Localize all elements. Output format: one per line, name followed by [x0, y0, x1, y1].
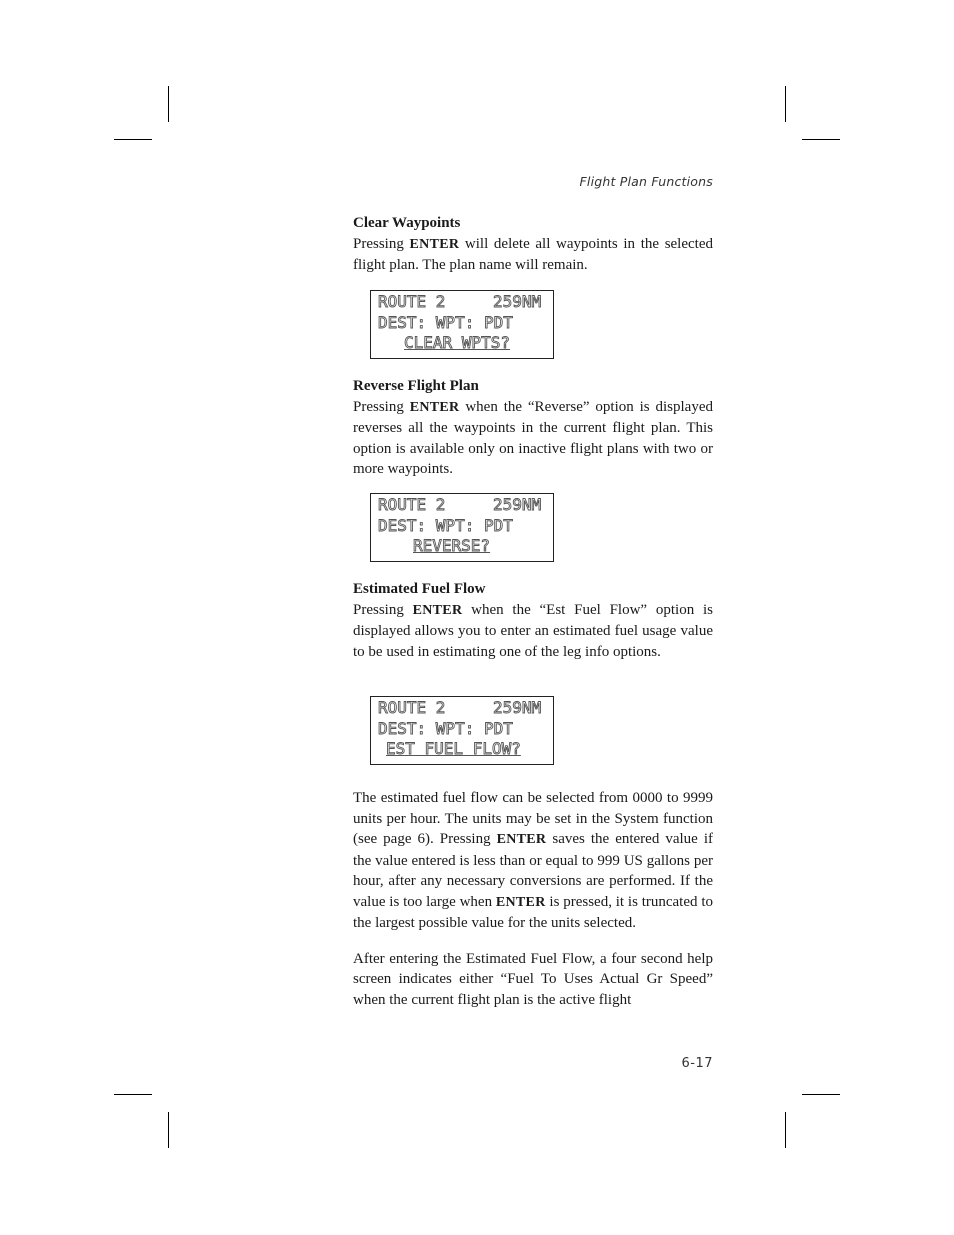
section-estimated-fuel-flow — [353, 579, 713, 662]
lcd-route: ROUTE 2 — [378, 698, 446, 717]
section-heading: Clear Waypoints — [353, 215, 461, 231]
section-reverse-flight-plan — [353, 376, 713, 480]
crop-mark — [802, 1094, 840, 1095]
text: The estimated fuel flow can be selected from 0000 to 9999 units per hour. The units may be set in the System function (see page 6). Pressing — [353, 790, 713, 847]
lcd-distance: 259NM — [493, 292, 542, 311]
lcd-option: CLEAR WPTS? — [404, 333, 510, 352]
lcd-option: REVERSE? — [413, 536, 491, 555]
text: saves the entered value if the value entered is less than or equal to 999 US gallons per hour, after any necessary conversions are performed. If the value is too large when — [353, 831, 714, 910]
lcd-option: EST FUEL FLOW? — [386, 739, 521, 758]
text: when the “Reverse” option is displayed reverses all the waypoints in the current flight plan. This option is available only on inactive flight plans with two or more waypoints. — [353, 398, 713, 477]
running-head: Flight Plan Functions — [579, 174, 713, 189]
lcd-distance: 259NM — [493, 495, 542, 514]
section-heading: Estimated Fuel Flow — [353, 581, 486, 597]
text: Pressing — [353, 601, 413, 618]
crop-mark — [168, 1112, 169, 1148]
crop-mark — [785, 86, 786, 122]
page-number: 6-17 — [681, 1056, 713, 1071]
enter-key-label: ENTER — [495, 894, 546, 910]
lcd-screen-clear — [370, 290, 554, 359]
crop-mark — [114, 139, 152, 140]
enter-key-label: ENTER — [409, 399, 460, 415]
enter-key-label: ENTER — [496, 832, 547, 847]
crop-mark — [785, 1112, 786, 1148]
crop-mark — [802, 139, 840, 140]
crop-mark — [168, 86, 169, 122]
section-paragraph — [353, 397, 713, 480]
lcd-dest: DEST: WPT: PDT — [378, 718, 513, 738]
crop-mark — [114, 1094, 152, 1095]
lcd-dest: DEST: WPT: PDT — [378, 312, 513, 332]
enter-key-label: ENTER — [409, 236, 460, 252]
text: is pressed, it is truncated to the largest possible value for the units selected. — [353, 893, 713, 931]
section-heading: Reverse Flight Plan — [353, 378, 479, 394]
text: Pressing — [353, 235, 410, 252]
section-paragraph — [353, 600, 713, 663]
lcd-screen-fuel — [370, 696, 554, 765]
text: when the “Est Fuel Flow” option is displayed allows you to enter an estimated fuel usage value to be used in estimating one of the leg info options. — [353, 601, 713, 660]
lcd-distance: 259NM — [493, 698, 542, 717]
body-paragraph-1 — [353, 788, 713, 934]
body-text — [353, 788, 713, 1010]
lcd-route: ROUTE 2 — [378, 292, 446, 311]
text: Pressing — [353, 398, 410, 415]
section-paragraph — [353, 234, 713, 276]
section-clear-waypoints — [353, 213, 713, 276]
lcd-screen-reverse — [370, 493, 554, 562]
text: will delete all waypoints in the selected flight plan. The plan name will remain. — [353, 235, 713, 273]
lcd-route: ROUTE 2 — [378, 495, 446, 514]
enter-key-label: ENTER — [412, 602, 463, 618]
lcd-dest: DEST: WPT: PDT — [378, 515, 513, 535]
body-paragraph-2: After entering the Estimated Fuel Flow, a four second help screen indicates either “Fuel To Uses Actual Gr Speed” when the current flight plan is the active flight — [353, 950, 713, 1008]
